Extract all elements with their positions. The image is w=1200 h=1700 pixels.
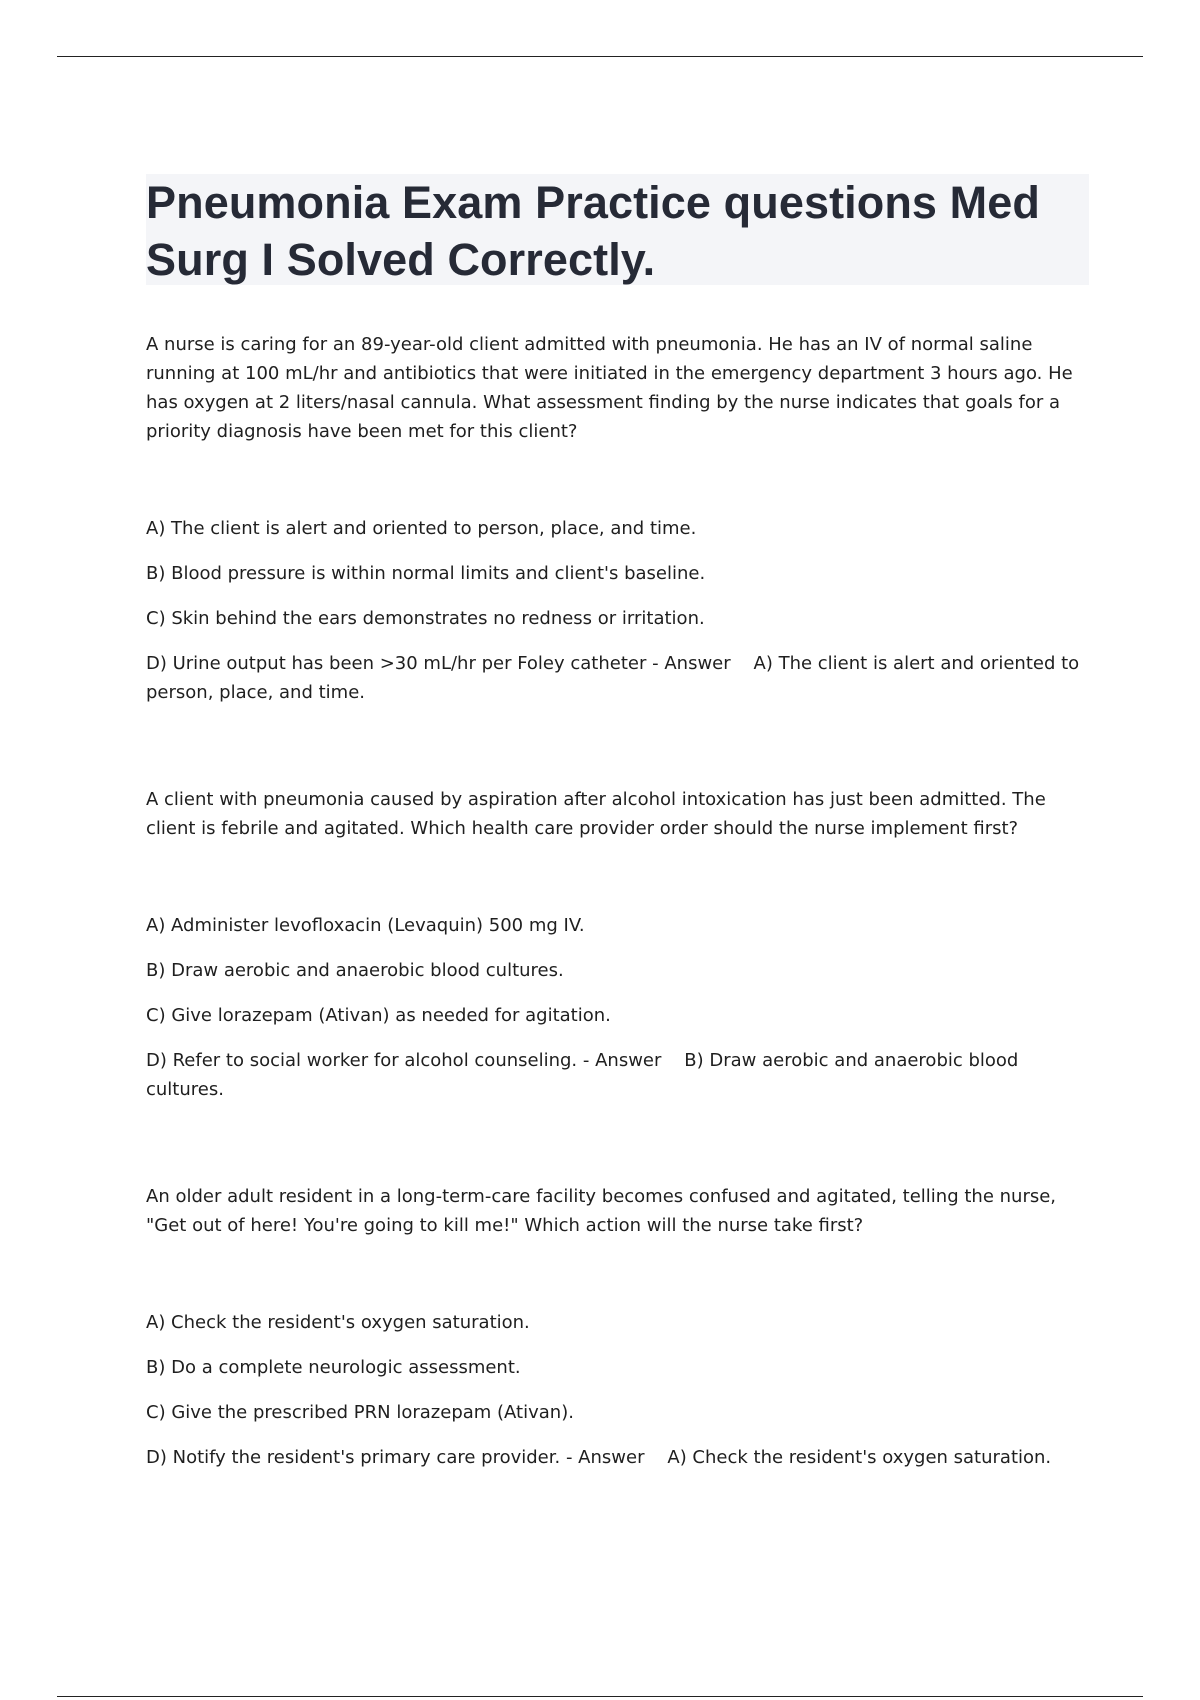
answer-text: A) The client is alert and oriented to person, place, and time. <box>146 653 1080 703</box>
footer-rule <box>57 1696 1143 1697</box>
option-list <box>146 514 1086 707</box>
option-d: D) Refer to social worker for alcohol counseling. <box>146 1050 578 1071</box>
option-d-with-answer <box>146 1443 1086 1472</box>
question-text: An older adult resident in a long-term-care facility becomes confused and agitated, telling the nurse, "Get out of here! You're going to kill me!" Which action will the nurse take first? <box>146 1186 1057 1236</box>
option-b: B) Blood pressure is within normal limits and client's baseline. <box>146 563 706 584</box>
option-a: A) The client is alert and oriented to person, place, and time. <box>146 518 697 539</box>
option-d-with-answer <box>146 1046 1086 1104</box>
option-list <box>146 1308 1086 1472</box>
option-d: D) Urine output has been >30 mL/hr per Foley catheter <box>146 653 647 674</box>
option-d-with-answer <box>146 649 1086 707</box>
title-block <box>146 174 1089 285</box>
question-text: A nurse is caring for an 89-year-old client admitted with pneumonia. He has an IV of normal saline running at 100 mL/hr and antibiotics that were initiated in the emergency department 3 hours ago. He has oxygen at 2 liters/nasal cannula. What assessment finding by the nurse indicates that goals for a priority diagnosis have been met for this client? <box>146 334 1073 442</box>
option-c: C) Give the prescribed PRN lorazepam (Ativan). <box>146 1402 574 1423</box>
answer-text: A) Check the resident's oxygen saturation. <box>667 1447 1052 1468</box>
option-b: B) Do a complete neurologic assessment. <box>146 1357 521 1378</box>
question-block-3 <box>146 1182 1086 1472</box>
document-body <box>146 330 1086 1550</box>
option-a: A) Administer levofloxacin (Levaquin) 500 mg IV. <box>146 915 585 936</box>
option-list <box>146 911 1086 1104</box>
header-rule <box>57 56 1143 57</box>
question-block-1 <box>146 330 1086 707</box>
answer-label: - Answer <box>582 1050 662 1071</box>
answer-text: B) Draw aerobic and anaerobic blood cultures. <box>146 1050 1019 1100</box>
question-text: A client with pneumonia caused by aspiration after alcohol intoxication has just been admitted. The client is febrile and agitated. Which health care provider order should the nurse implement first? <box>146 789 1046 839</box>
document-title: Pneumonia Exam Practice questions Med Surg I Solved Correctly. <box>146 177 1040 285</box>
option-a: A) Check the resident's oxygen saturation. <box>146 1312 530 1333</box>
answer-label: - Answer <box>652 653 731 674</box>
option-c: C) Skin behind the ears demonstrates no redness or irritation. <box>146 608 705 629</box>
question-block-2 <box>146 785 1086 1104</box>
answer-label: - Answer <box>565 1447 645 1468</box>
option-b: B) Draw aerobic and anaerobic blood cultures. <box>146 960 564 981</box>
option-c: C) Give lorazepam (Ativan) as needed for agitation. <box>146 1005 611 1026</box>
option-d: D) Notify the resident's primary care provider. <box>146 1447 561 1468</box>
